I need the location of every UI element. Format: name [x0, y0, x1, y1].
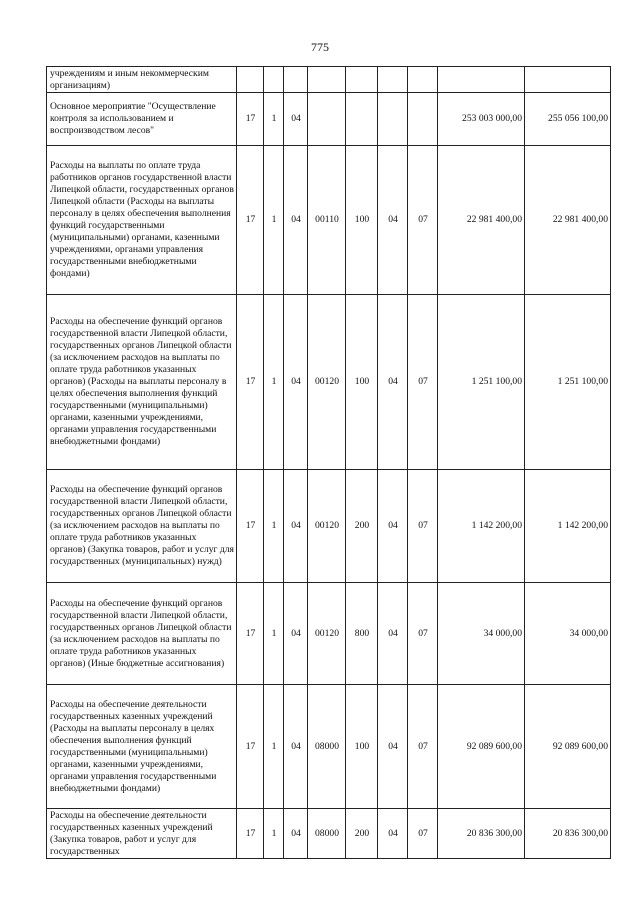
- code-direction: 00110: [308, 146, 346, 295]
- amount-year-1: 22 981 400,00: [438, 146, 525, 295]
- table-row: [47, 583, 611, 685]
- code-expense-type: 100: [346, 685, 378, 809]
- code-expense-type: 100: [346, 146, 378, 295]
- page-number: 775: [311, 40, 329, 54]
- code-subsection: 07: [408, 583, 438, 685]
- amount-year-2: 1 251 100,00: [525, 295, 611, 470]
- amount-year-2: 255 056 100,00: [525, 93, 611, 146]
- amount-year-2: [525, 67, 611, 93]
- table-row: [47, 470, 611, 583]
- table-row: [47, 809, 611, 859]
- code-section: 04: [378, 470, 408, 583]
- code-direction: 00120: [308, 583, 346, 685]
- code-ministry: 17: [237, 685, 264, 809]
- table-row: [47, 93, 611, 146]
- code-ministry: 17: [237, 470, 264, 583]
- row-description: Расходы на обеспечение функций органов государственной власти Липецкой области, государственных органов Липецкой области (за исключением расходов на выплаты по оплате труда работников указанных органов) (Закупка товаров, работ и услуг для государственных (муниципальных) нужд): [47, 470, 237, 583]
- code-direction: [308, 67, 346, 93]
- code-direction: 00120: [308, 470, 346, 583]
- code-program: 1: [264, 685, 284, 809]
- code-direction: [308, 93, 346, 146]
- code-event: 04: [284, 295, 308, 470]
- amount-year-1: 92 089 600,00: [438, 685, 525, 809]
- amount-year-2: 22 981 400,00: [525, 146, 611, 295]
- table-row: [47, 67, 611, 93]
- code-section: [378, 93, 408, 146]
- amount-year-2: 34 000,00: [525, 583, 611, 685]
- row-description: Расходы на обеспечение функций органов государственной власти Липецкой области, государственных органов Липецкой области (за исключением расходов на выплаты по оплате труда работников указанных органов) (Иные бюджетные ассигнования): [47, 583, 237, 685]
- code-program: 1: [264, 470, 284, 583]
- code-event: 04: [284, 146, 308, 295]
- code-subsection: 07: [408, 809, 438, 859]
- code-ministry: 17: [237, 809, 264, 859]
- amount-year-1: 253 003 000,00: [438, 93, 525, 146]
- code-direction: 08000: [308, 685, 346, 809]
- code-event: 04: [284, 93, 308, 146]
- code-program: [264, 67, 284, 93]
- amount-year-1: 20 836 300,00: [438, 809, 525, 859]
- code-program: 1: [264, 93, 284, 146]
- code-subsection: 07: [408, 470, 438, 583]
- code-section: 04: [378, 809, 408, 859]
- amount-year-2: 92 089 600,00: [525, 685, 611, 809]
- row-description: Основное мероприятие "Осуществление контроля за использованием и воспроизводством лесов": [47, 93, 237, 146]
- code-program: 1: [264, 295, 284, 470]
- code-ministry: 17: [237, 295, 264, 470]
- table-row: [47, 295, 611, 470]
- code-expense-type: [346, 67, 378, 93]
- code-program: 1: [264, 809, 284, 859]
- row-description: Расходы на обеспечение функций органов государственной власти Липецкой области, государственных органов Липецкой области (за исключением расходов на выплаты по оплате труда работников указанных органов) (Расходы на выплаты персоналу в целях обеспечения выполнения функций государственными (муниципальными) органами, казенными учреждениями, органами управления государственными внебюджетными фондами): [47, 295, 237, 470]
- code-ministry: 17: [237, 146, 264, 295]
- code-ministry: 17: [237, 583, 264, 685]
- amount-year-2: 20 836 300,00: [525, 809, 611, 859]
- row-description: учреждениям и иным некоммерческим организациям): [47, 67, 237, 93]
- code-event: 04: [284, 809, 308, 859]
- table-row: [47, 146, 611, 295]
- code-direction: 08000: [308, 809, 346, 859]
- code-event: [284, 67, 308, 93]
- code-section: 04: [378, 146, 408, 295]
- code-program: 1: [264, 583, 284, 685]
- budget-table: [46, 66, 611, 859]
- code-subsection: 07: [408, 146, 438, 295]
- code-ministry: 17: [237, 93, 264, 146]
- code-section: [378, 67, 408, 93]
- row-description: Расходы на обеспечение деятельности государственных казенных учреждений (Расходы на выплаты персоналу в целях обеспечения выполнения функций государственными (муниципальными) органами, казенными учреждениями, органами управления государственными внебюджетными фондами): [47, 685, 237, 809]
- amount-year-1: 1 251 100,00: [438, 295, 525, 470]
- code-ministry: [237, 67, 264, 93]
- code-section: 04: [378, 583, 408, 685]
- code-event: 04: [284, 583, 308, 685]
- code-expense-type: [346, 93, 378, 146]
- amount-year-1: [438, 67, 525, 93]
- table-row: [47, 685, 611, 809]
- code-expense-type: 100: [346, 295, 378, 470]
- code-expense-type: 800: [346, 583, 378, 685]
- code-subsection: [408, 67, 438, 93]
- code-event: 04: [284, 685, 308, 809]
- code-subsection: [408, 93, 438, 146]
- code-direction: 00120: [308, 295, 346, 470]
- code-event: 04: [284, 470, 308, 583]
- code-subsection: 07: [408, 295, 438, 470]
- code-section: 04: [378, 685, 408, 809]
- code-expense-type: 200: [346, 809, 378, 859]
- amount-year-1: 34 000,00: [438, 583, 525, 685]
- code-subsection: 07: [408, 685, 438, 809]
- code-section: 04: [378, 295, 408, 470]
- code-expense-type: 200: [346, 470, 378, 583]
- amount-year-1: 1 142 200,00: [438, 470, 525, 583]
- amount-year-2: 1 142 200,00: [525, 470, 611, 583]
- code-program: 1: [264, 146, 284, 295]
- row-description: Расходы на обеспечение деятельности государственных казенных учреждений (Закупка товаров, работ и услуг для государственных: [47, 809, 237, 859]
- row-description: Расходы на выплаты по оплате труда работников органов государственной власти Липецкой области, государственных органов Липецкой области (Расходы на выплаты персоналу в целях обеспечения выполнения функций государственными (муниципальными) органами, казенными учреждениями, органами управления государственными внебюджетными фондами): [47, 146, 237, 295]
